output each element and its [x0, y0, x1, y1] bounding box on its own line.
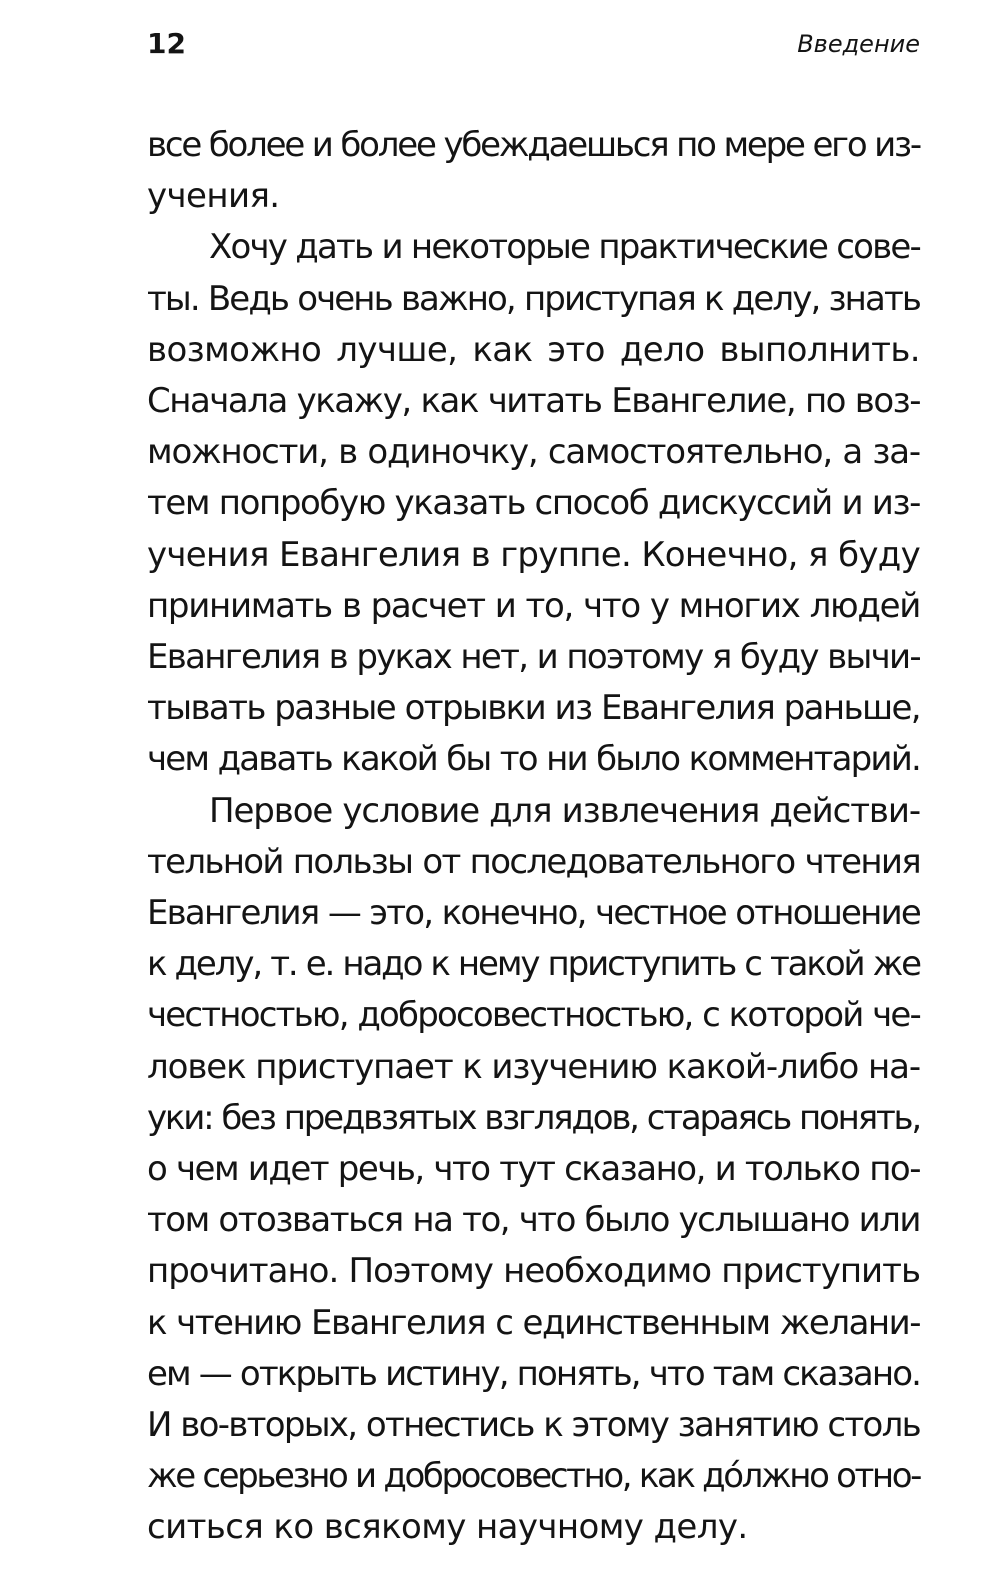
- text-line: принимать в расчет и то, что у многих людей: [147, 585, 920, 626]
- text-line: том отозваться на то, что было услышано или: [147, 1200, 920, 1241]
- text-line: ем — открыть истину, понять, что там сказано.: [147, 1353, 920, 1394]
- text-line: к чтению Евангелия с единственным желани-: [147, 1302, 920, 1343]
- text-line: тем попробую указать способ дискуссий и из-: [147, 483, 920, 524]
- text-line: возможно лучше, как это дело выполнить.: [147, 329, 920, 370]
- text-line: тывать разные отрывки из Евангелия раньше,: [147, 688, 920, 729]
- text-line: же серьезно и добросовестно, как до́лжно отно-: [147, 1456, 920, 1497]
- running-head: Введение: [797, 30, 920, 58]
- text-line: можности, в одиночку, самостоятельно, а за-: [147, 432, 920, 473]
- text-line: Евангелия — это, конечно, честное отношение: [147, 893, 920, 934]
- text-line: чем давать какой бы то ни было комментарий.: [147, 739, 920, 780]
- text-line: ситься ко всякому научному делу.: [147, 1507, 748, 1548]
- text-line: все более и более убеждаешься по мере его из-: [147, 125, 920, 165]
- text-line: тельной пользы от последовательного чтения: [147, 841, 920, 882]
- text-line: Первое условие для извлечения действи-: [209, 790, 920, 831]
- text-line: ловек приступает к изучению какой-либо на-: [147, 1046, 920, 1087]
- text-line: к делу, т. е. надо к нему приступить с такой же: [147, 944, 920, 985]
- body-text: [147, 120, 920, 1554]
- text-line: Евангелия в руках нет, и поэтому я буду вычи-: [147, 637, 920, 678]
- text-line: прочитано. Поэтому необходимо приступить: [147, 1251, 920, 1292]
- text-line: о чем идет речь, что тут сказано, и только по-: [147, 1149, 920, 1190]
- text-line: И во-вторых, отнестись к этому занятию столь: [147, 1405, 920, 1446]
- text-line: Хочу дать и некоторые практические сове-: [209, 227, 920, 268]
- text-line: учения.: [147, 176, 280, 217]
- page-number: 12: [147, 27, 186, 60]
- text-line: учения Евангелия в группе. Конечно, я буду: [147, 534, 920, 575]
- text-line: уки: без предвзятых взглядов, стараясь понять,: [147, 1097, 920, 1138]
- text-line: честностью, добросовестностью, с которой че-: [147, 995, 920, 1036]
- text-line: ты. Ведь очень важно, приступая к делу, знать: [147, 278, 920, 319]
- text-line: Сначала укажу, как читать Евангелие, по воз-: [147, 381, 920, 422]
